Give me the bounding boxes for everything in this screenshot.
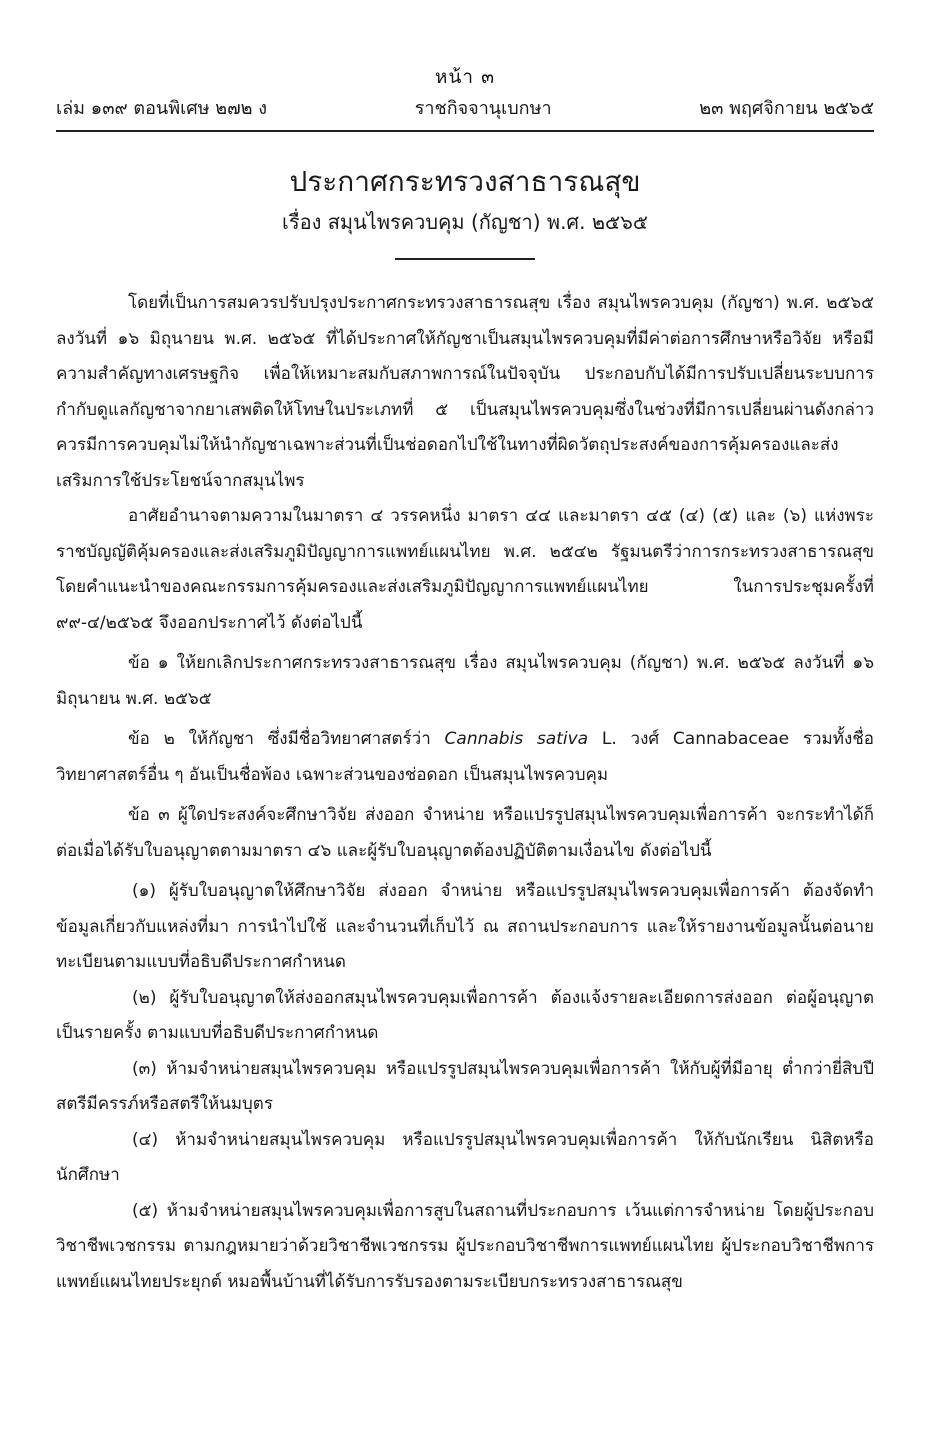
clause-1: ข้อ ๑ ให้ยกเลิกประกาศกระทรวงสาธารณสุข เรื่อง สมุนไพรควบคุม (กัญชา) พ.ศ. ๒๕๖๕ ลงวันที่ ๑๖ มิถุนายน พ.ศ. ๒๕๖๕ [56, 653, 874, 709]
volume-info: เล่ม ๑๓๙ ตอนพิเศษ ๒๗๒ ง [56, 98, 268, 119]
scientific-name: Cannabis sativa [444, 729, 589, 749]
authority-paragraph: อาศัยอำนาจตามความในมาตรา ๔ วรรคหนึ่ง มาตรา ๔๔ และมาตรา ๔๕ (๔) (๕) และ (๖) แห่งพระราชบัญญัติคุ้มครองและส่งเสริมภูมิปัญญาการแพทย์แผนไทย พ.ศ. ๒๕๔๒ รัฐมนตรีว่าการกระทรวงสาธารณสุขโดยคำแนะนำของคณะกรรมการคุ้มครองและส่งเสริมภูมิปัญญาการแพทย์แผนไทย ในการประชุมครั้งที่ ๙๙-๔/๒๕๖๕ จึงออกประกาศไว้ ดังต่อไปนี้ [56, 506, 874, 633]
clause-2-text-a: ข้อ ๒ ให้กัญชา ซึ่งมีชื่อวิทยาศาสตร์ว่า [128, 729, 445, 749]
clause-2 [56, 722, 874, 793]
document-body [56, 286, 874, 1300]
condition-2: (๒) ผู้รับใบอนุญาตให้ส่งออกสมุนไพรควบคุมเพื่อการค้า ต้องแจ้งรายละเอียดการส่งออก ต่อผู้อนุญาตเป็นรายครั้ง ตามแบบที่อธิบดีประกาศกำหนด [56, 987, 874, 1043]
publication-date: ๒๓ พฤศจิกายน ๒๕๖๕ [699, 98, 874, 119]
condition-1: (๑) ผู้รับใบอนุญาตให้ศึกษาวิจัย ส่งออก จำหน่าย หรือแปรรูปสมุนไพรควบคุมเพื่อการค้า ต้องจัดทำข้อมูลเกี่ยวกับแหล่งที่มา การนำไปใช้ และจำนวนที่เก็บไว้ ณ สถานประกอบการ และให้รายงานข้อมูลนั้นต่อนายทะเบียนตามแบบที่อธิบดีประกาศกำหนด [56, 881, 874, 972]
header-divider [56, 130, 874, 132]
document-page [56, 60, 874, 1300]
page-number: หน้า ๓ [434, 66, 496, 88]
condition-4: (๔) ห้ามจำหน่ายสมุนไพรควบคุม หรือแปรรูปสมุนไพรควบคุมเพื่อการค้า ให้กับนักเรียน นิสิตหรือนักศึกษา [56, 1129, 874, 1185]
document-subtitle: เรื่อง สมุนไพรควบคุม (กัญชา) พ.ศ. ๒๕๖๕ [281, 210, 648, 234]
clause-2-text-b: L. วงศ์ Cannabaceae รวมทั้งชื่อวิทยาศาสตร์อื่น ๆ อันเป็นชื่อพ้อง เฉพาะส่วนของช่อดอก เป็นสมุนไพรควบคุม [56, 729, 874, 785]
clause-3: ข้อ ๓ ผู้ใดประสงค์จะศึกษาวิจัย ส่งออก จำหน่าย หรือแปรรูปสมุนไพรควบคุมเพื่อการค้า จะกระทำได้ก็ต่อเมื่อได้รับใบอนุญาตตามมาตรา ๔๖ และผู้รับใบอนุญาตต้องปฏิบัติตามเงื่อนไข ดังต่อไปนี้ [56, 805, 874, 861]
gazette-header [56, 94, 874, 126]
document-title: ประกาศกระทรวงสาธารณสุข [289, 165, 641, 198]
condition-5: (๕) ห้ามจำหน่ายสมุนไพรควบคุมเพื่อการสูบในสถานที่ประกอบการ เว้นแต่การจำหน่าย โดยผู้ประกอบวิชาชีพเวชกรรม ตามกฎหมายว่าด้วยวิชาชีพเวชกรรม ผู้ประกอบวิชาชีพการแพทย์แผนไทย ผู้ประกอบวิชาชีพการแพทย์แผนไทยประยุกต์ หมอพื้นบ้านที่ได้รับการรับรองตามระเบียบกระทรวงสาธารณสุข [56, 1200, 874, 1292]
condition-3: (๓) ห้ามจำหน่ายสมุนไพรควบคุม หรือแปรรูปสมุนไพรควบคุมเพื่อการค้า ให้กับผู้ที่มีอายุ ต่ำกว่ายี่สิบปี สตรีมีครรภ์หรือสตรีให้นมบุตร [56, 1058, 874, 1114]
publication-name: ราชกิจจานุเบกษา [414, 98, 552, 119]
title-divider [395, 258, 535, 260]
preamble-paragraph: โดยที่เป็นการสมควรปรับปรุงประกาศกระทรวงสาธารณสุข เรื่อง สมุนไพรควบคุม (กัญชา) พ.ศ. ๒๕๖๕ ลงวันที่ ๑๖ มิถุนายน พ.ศ. ๒๕๖๕ ที่ได้ประกาศให้กัญชาเป็นสมุนไพรควบคุมที่มีค่าต่อการศึกษาหรือวิจัย หรือมีความสำคัญทางเศรษฐกิจ เพื่อให้เหมาะสมกับสภาพการณ์ในปัจจุบัน ประกอบกับได้มีการปรับเปลี่ยนระบบการกำกับดูแลกัญชาจากยาเสพติดให้โทษในประเภทที่ ๕ เป็นสมุนไพรควบคุมซึ่งในช่วงที่มีการเปลี่ยนผ่านดังกล่าว ควรมีการควบคุมไม่ให้นำกัญชาเฉพาะส่วนที่เป็นช่อดอกไปใช้ในทางที่ผิดวัตถุประสงค์ของการคุ้มครองและส่งเสริมการใช้ประโยชน์จากสมุนไพร [56, 293, 874, 491]
